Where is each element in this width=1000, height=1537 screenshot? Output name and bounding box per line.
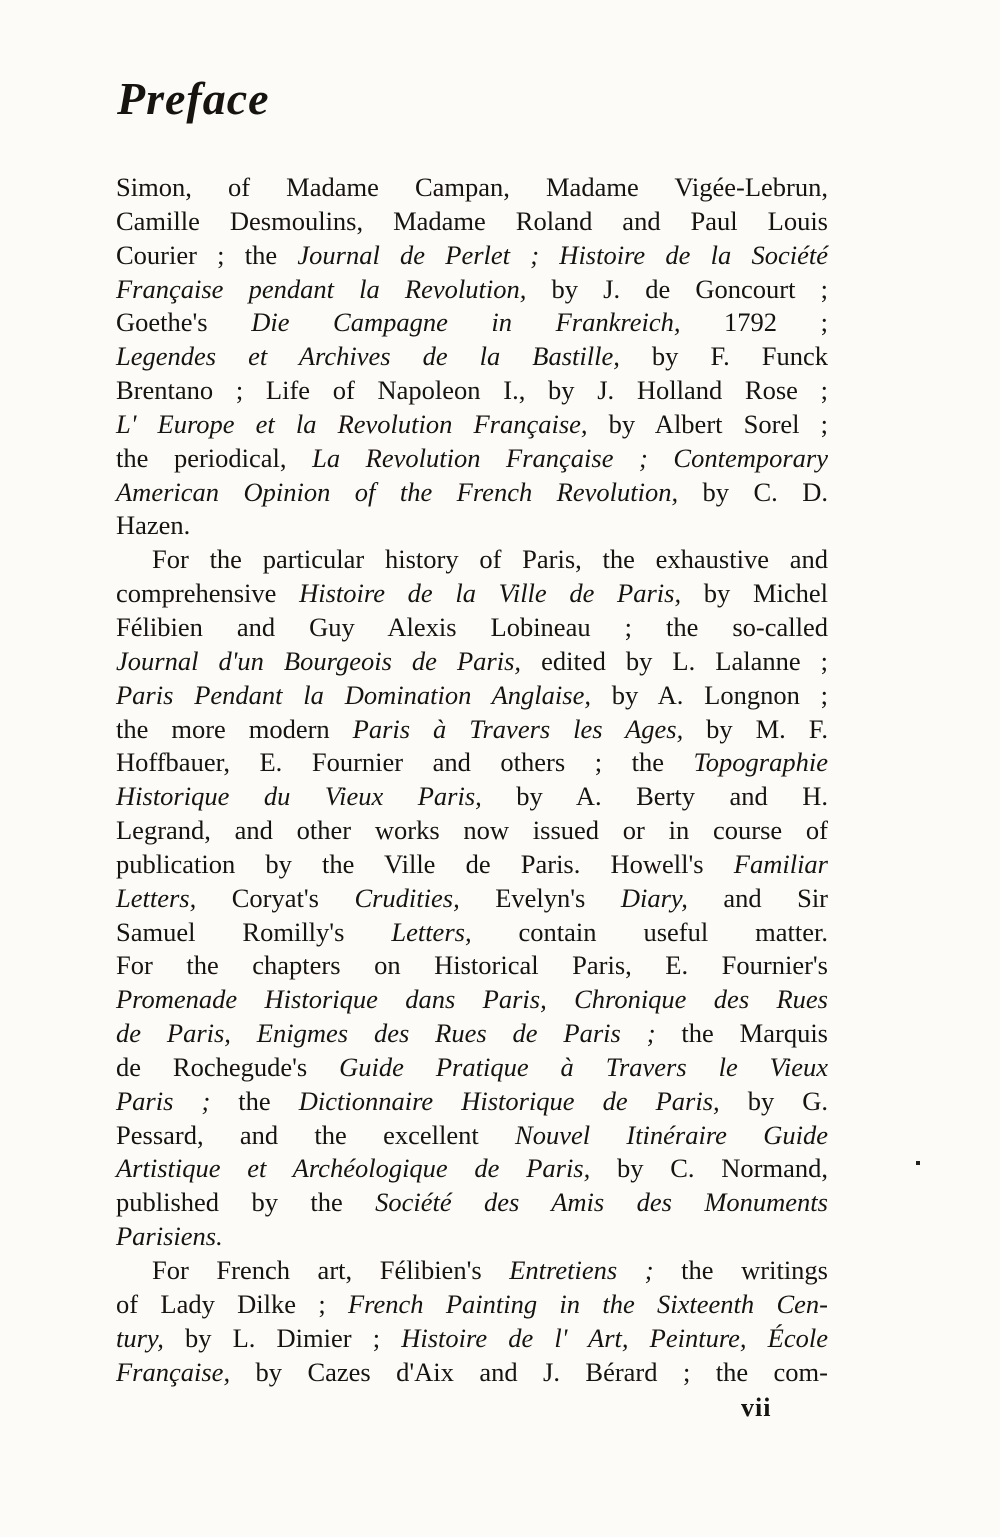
text-segment: Goethe's [116,307,252,338]
text-segment: Camille Desmoulins, Madame Roland and Paul Louis [116,205,828,236]
text-line [116,1356,828,1390]
text-segment: by A. Berty and H. [481,781,828,812]
text-line [116,1152,828,1186]
text-line [116,171,828,205]
text-segment: by F. Funck [619,341,829,372]
italic-text-segment: Histoire de la Ville de Paris, [299,578,682,609]
italic-text-segment: Journal d'un Bourgeois de Paris, [116,645,522,676]
text-segment: the writings [653,1255,828,1285]
text-segment: by G. [719,1085,829,1116]
text-segment: by L. Dimier ; [163,1322,402,1353]
text-line [116,848,828,882]
text-segment: by Albert Sorel ; [587,408,829,439]
italic-text-segment: Journal de Perlet ; Histoire de la Société [297,239,828,270]
text-segment: For French art, Félibien's [152,1255,510,1285]
text-line [116,306,828,340]
text-segment: Coryat's [196,882,355,913]
text-line [116,713,828,747]
text-line [116,780,828,814]
italic-text-segment: Topographie [693,747,828,778]
text-line [116,814,828,848]
text-line [116,611,828,645]
text-line [116,1322,828,1356]
text-segment: Hazen. [116,510,191,541]
italic-text-segment: Letters, [116,882,197,913]
text-segment: the periodical, [116,442,313,473]
text-line [116,882,828,916]
text-line [116,442,828,476]
text-line [116,983,828,1017]
text-line [116,273,828,307]
italic-text-segment: Paris Pendant la Domination Anglaise, [116,679,591,710]
italic-text-segment: de Paris, Enigmes des Rues de Paris ; [116,1018,656,1049]
text-line [116,374,828,408]
text-line [116,916,828,950]
italic-text-segment: Familiar [733,848,828,879]
text-segment: the [210,1085,299,1116]
text-segment: contain useful matter. [471,916,828,947]
italic-text-segment: Letters, [391,916,472,947]
text-segment: Brentano ; Life of Napoleon I., by J. Holland Rose ; [116,375,828,406]
italic-text-segment: La Revolution Française ; Contemporary [312,442,829,473]
text-line [116,408,828,442]
italic-text-segment: Historique du Vieux Paris, [116,781,482,812]
text-line [116,1186,828,1220]
text-line [116,205,828,239]
ink-speck [916,1161,920,1165]
text-line [116,1051,828,1085]
text-line [116,340,828,374]
italic-text-segment: Nouvel Itinéraire Guide [515,1119,828,1150]
italic-text-segment: Legendes et Archives de la Bastille, [116,341,620,372]
text-line [116,476,828,510]
text-segment: Pessard, and the excellent [116,1119,516,1150]
text-segment: Samuel Romilly's [116,916,392,947]
text-segment: Legrand, and other works now issued or in course of [116,815,828,846]
text-line [116,543,828,577]
italic-text-segment: Crudities, [354,882,460,913]
italic-text-segment: Paris à Travers les Ages, [352,713,684,744]
text-segment: by C. D. [678,476,828,507]
text-line [116,1254,828,1288]
italic-text-segment: tury, [116,1322,164,1353]
italic-text-segment: Française, [116,1356,231,1387]
text-segment: the more modern [116,713,353,744]
text-segment: by C. Normand, [590,1153,828,1184]
text-segment: by A. Longnon ; [591,679,828,710]
text-line [116,949,828,983]
text-line [116,1017,828,1051]
text-segment: Hoffbauer, E. Fournier and others ; the [116,747,694,778]
text-segment: by Michel [681,578,828,609]
text-line [116,1220,828,1254]
italic-text-segment: Entretiens ; [509,1255,654,1285]
text-line [116,509,828,543]
text-segment: Evelyn's [459,882,621,913]
text-segment: by J. de Goncourt ; [526,273,828,304]
italic-text-segment: Société des Amis des Monuments [375,1187,828,1218]
italic-text-segment: Paris ; [116,1085,211,1116]
italic-text-segment: Die Campagne in Frankreich, [251,307,681,338]
italic-text-segment: French Painting in the Sixteenth Cen- [348,1288,828,1319]
text-segment: 1792 ; [680,307,828,338]
text-line [116,1085,828,1119]
page-title: Preface [117,73,270,124]
text-segment: edited by L. Lalanne ; [521,645,828,676]
text-segment: Simon, of Madame Campan, Madame Vigée-Lebrun, [116,172,828,202]
text-line [116,577,828,611]
text-segment: by Cazes d'Aix and J. Bérard ; the com- [230,1356,828,1387]
italic-text-segment: Française pendant la Revolution, [116,273,527,304]
text-line [116,746,828,780]
text-line [116,239,828,273]
text-segment: publication by the Ville de Paris. Howell's [116,848,734,879]
text-segment: published by the [116,1187,376,1218]
text-segment: and Sir [687,882,828,913]
text-segment: Courier ; the [116,239,298,270]
text-segment: de Rochegude's [116,1051,340,1082]
text-segment: comprehensive [116,578,300,609]
page-number: vii [741,1393,772,1422]
italic-text-segment: Diary, [620,882,688,913]
text-segment: For the chapters on Historical Paris, E. Fournier's [116,950,828,981]
italic-text-segment: Histoire de l' Art, Peinture, École [401,1322,828,1353]
italic-text-segment: Artistique et Archéologique de Paris, [116,1153,591,1184]
text-line [116,679,828,713]
text-segment: the Marquis [655,1018,828,1049]
italic-text-segment: Dictionnaire Historique de Paris, [298,1085,720,1116]
text-segment: Félibien and Guy Alexis Lobineau ; the so-called [116,611,828,642]
text-line [116,1288,828,1322]
italic-text-segment: Parisiens. [116,1221,223,1252]
text-line [116,1119,828,1153]
italic-text-segment: American Opinion of the French Revolution, [116,476,679,507]
text-line [116,645,828,679]
italic-text-segment: Promenade Historique dans Paris, Chronique des Rues [116,984,828,1015]
italic-text-segment: Guide Pratique à Travers le Vieux [339,1051,829,1082]
text-segment: For the particular history of Paris, the exhaustive and [152,544,828,575]
italic-text-segment: L' Europe et la Revolution Française, [116,408,588,439]
text-segment: by M. F. [683,713,829,744]
text-block [116,171,828,1389]
text-segment: of Lady Dilke ; [116,1288,348,1319]
